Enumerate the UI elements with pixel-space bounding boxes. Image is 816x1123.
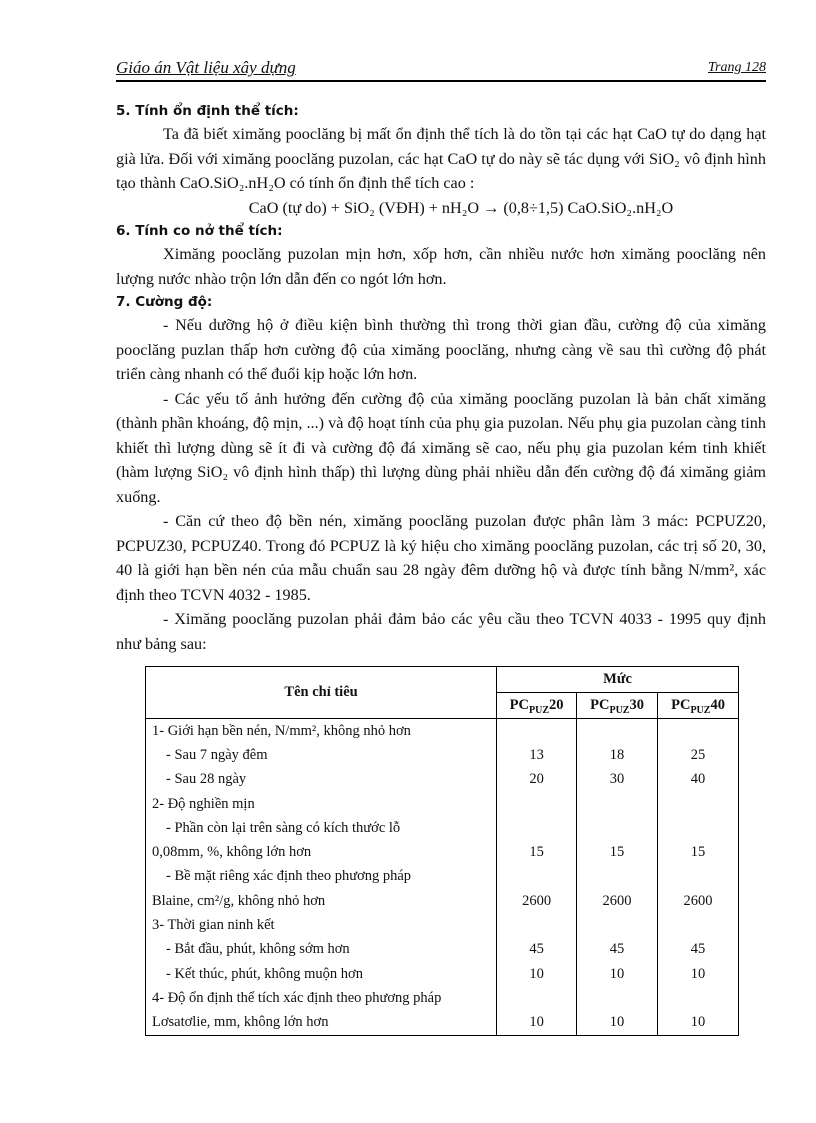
row-value <box>658 816 739 840</box>
table-row <box>146 986 739 1010</box>
page-number: Trang 128 <box>708 60 766 75</box>
row-value: 25 <box>658 743 739 767</box>
table-row <box>146 840 739 864</box>
table-row <box>146 913 739 937</box>
section-7-heading: 7. Cường độ: <box>116 294 213 310</box>
section-6-heading: 6. Tính co nở thể tích: <box>116 223 283 239</box>
page-body <box>116 100 766 656</box>
section-7-paragraph-2: - Các yếu tố ảnh hưởng đến cường độ của ximăng pooclăng puzolan là bản chất ximăng (thành phần khoáng, độ mịn, ...) và độ hoạt tính của phụ gia puzolan. Nếu phụ gia puzolan càng tinh khiết thì lượng dùng sẽ ít đi và cường độ đá ximăng sẽ cao, nếu phụ gia puzolan kém tinh khiết (hàm lượng SiO₂ vô định hình thấp) thì lượng dùng phải nhiều dẫn đến cường độ đá ximăng giảm xuống. <box>116 389 766 506</box>
row-label: - Sau 7 ngày đêm <box>146 743 497 767</box>
section-6-paragraph: Ximăng pooclăng puzolan mịn hơn, xốp hơn, cần nhiều nước hơn ximăng pooclăng nên lượng nước nhào trộn lớn dẫn đến co ngót lớn hơn. <box>116 245 766 288</box>
row-value <box>497 865 577 889</box>
table-body <box>146 719 739 1036</box>
row-label: - Bắt đầu, phút, không sớm hơn <box>146 938 497 962</box>
row-value: 10 <box>658 962 739 986</box>
row-value <box>658 719 739 744</box>
row-value: 45 <box>577 938 658 962</box>
column-header-grade: $PC_{PUZ}40$ <box>658 693 739 719</box>
table-row <box>146 719 739 744</box>
table-row <box>146 962 739 986</box>
section-7-paragraph-1: - Nếu dưỡng hộ ở điều kiện bình thường thì trong thời gian đầu, cường độ của ximăng pooclăng puzlan thấp hơn cường độ của ximăng pooclăng, nhưng càng về sau thì cường độ phát triển càng nhanh có thể đuổi kịp hoặc lớn hơn. <box>116 316 766 383</box>
column-header-grade: $PC_{PUZ}20$ <box>497 693 577 719</box>
row-label: - Kết thúc, phút, không muộn hơn <box>146 962 497 986</box>
row-label: 0,08mm, %, không lớn hơn <box>146 840 497 864</box>
row-value <box>577 913 658 937</box>
row-value: 2600 <box>577 889 658 913</box>
row-value <box>577 865 658 889</box>
column-header-grade: $PC_{PUZ}30$ <box>577 693 658 719</box>
section-5-paragraph: Ta đã biết ximăng pooclăng bị mất ổn định thể tích là do tồn tại các hạt CaO tự do dạng hạt già lửa. Đối với ximăng pooclăng puzolan, các hạt CaO tự do này sẽ tác dụng với SiO₂ vô định hình tạo thành CaO.SiO₂.nH₂O có tính ổn định thể tích cao : <box>116 125 766 192</box>
table-row <box>146 743 739 767</box>
row-value <box>577 792 658 816</box>
row-value: 45 <box>497 938 577 962</box>
row-value: 13 <box>497 743 577 767</box>
row-value: 10 <box>497 962 577 986</box>
row-value: 20 <box>497 768 577 792</box>
row-value: 10 <box>577 1011 658 1036</box>
document-title: Giáo án Vật liệu xây dựng <box>116 58 296 77</box>
row-value: 40 <box>658 768 739 792</box>
row-value: 30 <box>577 768 658 792</box>
row-value: 10 <box>497 1011 577 1036</box>
column-header-name: Tên chỉ tiêu <box>146 667 497 719</box>
column-header-group: Mức <box>497 667 739 693</box>
row-value <box>658 792 739 816</box>
row-value: 15 <box>497 840 577 864</box>
row-value <box>658 986 739 1010</box>
row-value <box>577 986 658 1010</box>
section-7-paragraph-3: - Căn cứ theo độ bền nén, ximăng pooclăng puzolan được phân làm 3 mác: PCPUZ20, PCPUZ30, PCPUZ40. Trong đó PCPUZ là ký hiệu cho ximăng pooclăng puzolan, các trị số 20, 30, 40 là giới hạn bền nén của mẫu chuẩn sau 28 ngày đêm dưỡng hộ và được tính bằng N/mm², xác định theo TCVN 4032 - 1985. <box>116 512 766 604</box>
section-7-paragraph-4: - Ximăng pooclăng puzolan phải đảm bảo các yêu cầu theo TCVN 4033 - 1995 quy định như bảng sau: <box>116 610 766 653</box>
row-label: 4- Độ ổn định thể tích xác định theo phương pháp <box>146 986 497 1010</box>
row-value <box>658 865 739 889</box>
table-row <box>146 816 739 840</box>
row-value <box>658 913 739 937</box>
row-value <box>497 986 577 1010</box>
row-label: - Phần còn lại trên sàng có kích thước lỗ <box>146 816 497 840</box>
chemical-formula: CaO (tự do) + SiO₂ (VĐH) + nH₂O → (0,8÷1,5) CaO.SiO₂.nH₂O <box>248 198 674 217</box>
row-value: 2600 <box>497 889 577 913</box>
row-value <box>497 792 577 816</box>
row-label: - Sau 28 ngày <box>146 768 497 792</box>
row-label: Blaine, cm²/g, không nhỏ hơn <box>146 889 497 913</box>
row-value: 45 <box>658 938 739 962</box>
row-label: Lơsatơlie, mm, không lớn hơn <box>146 1011 497 1036</box>
row-label: - Bề mặt riêng xác định theo phương pháp <box>146 865 497 889</box>
row-label: 2- Độ nghiền mịn <box>146 792 497 816</box>
row-label: 1- Giới hạn bền nén, N/mm², không nhỏ hơn <box>146 719 497 744</box>
page-header <box>116 58 766 82</box>
table-row <box>146 938 739 962</box>
row-value: 10 <box>658 1011 739 1036</box>
requirements-table <box>145 666 739 1036</box>
row-value <box>497 719 577 744</box>
row-value: 10 <box>577 962 658 986</box>
row-value: 15 <box>658 840 739 864</box>
row-value <box>497 816 577 840</box>
table-row <box>146 792 739 816</box>
table-row <box>146 889 739 913</box>
row-label: 3- Thời gian ninh kết <box>146 913 497 937</box>
row-value <box>497 913 577 937</box>
row-value: 18 <box>577 743 658 767</box>
table-row <box>146 1011 739 1036</box>
row-value: 2600 <box>658 889 739 913</box>
section-5-heading: 5. Tính ổn định thể tích: <box>116 103 299 119</box>
table-row <box>146 865 739 889</box>
row-value <box>577 719 658 744</box>
row-value <box>577 816 658 840</box>
table-row <box>146 768 739 792</box>
row-value: 15 <box>577 840 658 864</box>
